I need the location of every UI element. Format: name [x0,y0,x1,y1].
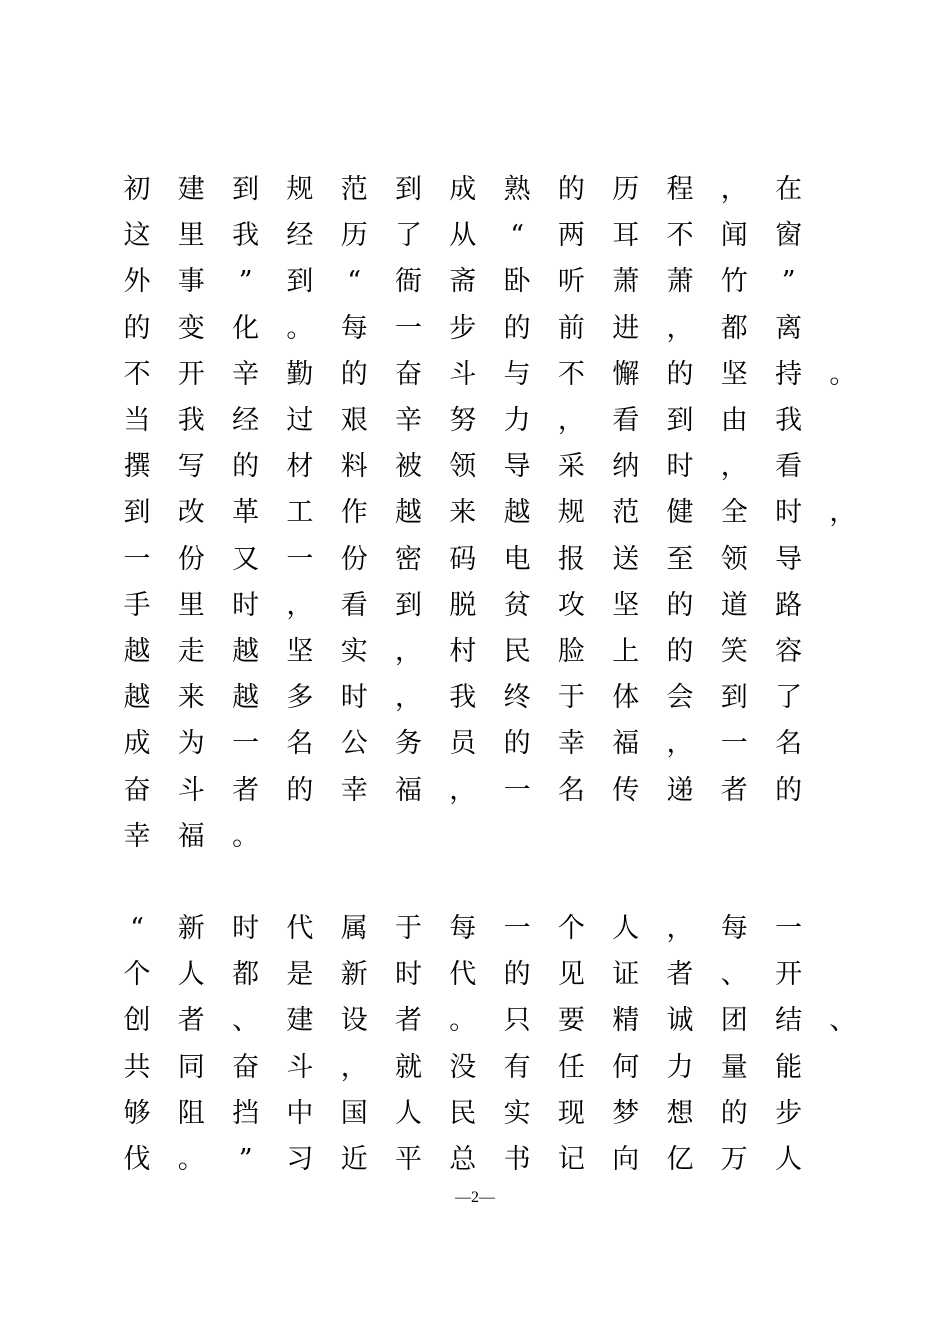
text-line: 手 里 时 ， 看 到 脱 贫 攻 坚 的 道 路 [123,589,803,621]
text-line: 成 为 一 名 公 务 员 的 幸 福 ， 一 名 [123,728,803,760]
page-number: —2— [455,1189,495,1206]
text-line: 幸 福 。 [123,820,260,852]
text-line: 创 者 、 建 设 者 。 只 要 精 诚 团 结 、 [123,1005,857,1037]
text-line: 奋 斗 者 的 幸 福 ， 一 名 传 递 者 的 [123,774,803,806]
text-line: 一 份 又 一 份 密 码 电 报 送 至 领 导 [123,543,803,575]
text-line: 初 建 到 规 范 到 成 熟 的 历 程 ， 在 [123,174,803,205]
text-line: 个 人 都 是 新 时 代 的 见 证 者 、 开 [123,959,803,991]
text-line: 这 里 我 经 历 了 从 “ 两 耳 不 闻 窗 [123,220,803,252]
text-line: 到 改 革 工 作 越 来 越 规 范 健 全 时 ， [123,497,857,529]
text-line: 越 走 越 坚 实 ， 村 民 脸 上 的 笑 容 [123,636,803,667]
text-line: 外 事 ” 到 “ 衙 斋 卧 听 萧 萧 竹 ” [123,266,796,298]
text-line: 够 阻 挡 中 国 人 民 实 现 梦 想 的 步 [123,1097,803,1129]
text-line: 撰 写 的 材 料 被 领 导 采 纳 时 ， 看 [123,451,803,483]
text-line: 越 来 越 多 时 ， 我 终 于 体 会 到 了 [123,682,803,714]
text-line: 伐 。 ” 习 近 平 总 书 记 向 亿 万 人 [123,1144,803,1175]
text-line: 不 开 辛 勤 的 奋 斗 与 不 懈 的 坚 持 。 [123,358,857,390]
text-line: 当 我 经 过 艰 辛 努 力 ， 看 到 由 我 [123,405,803,436]
text-line: 共 同 奋 斗 ， 就 没 有 任 何 力 量 能 [123,1051,803,1083]
text-line: 的 变 化 。 每 一 步 的 前 进 ， 都 离 [123,312,803,344]
text-line: “ 新 时 代 属 于 每 一 个 人 ， 每 一 [130,913,803,944]
